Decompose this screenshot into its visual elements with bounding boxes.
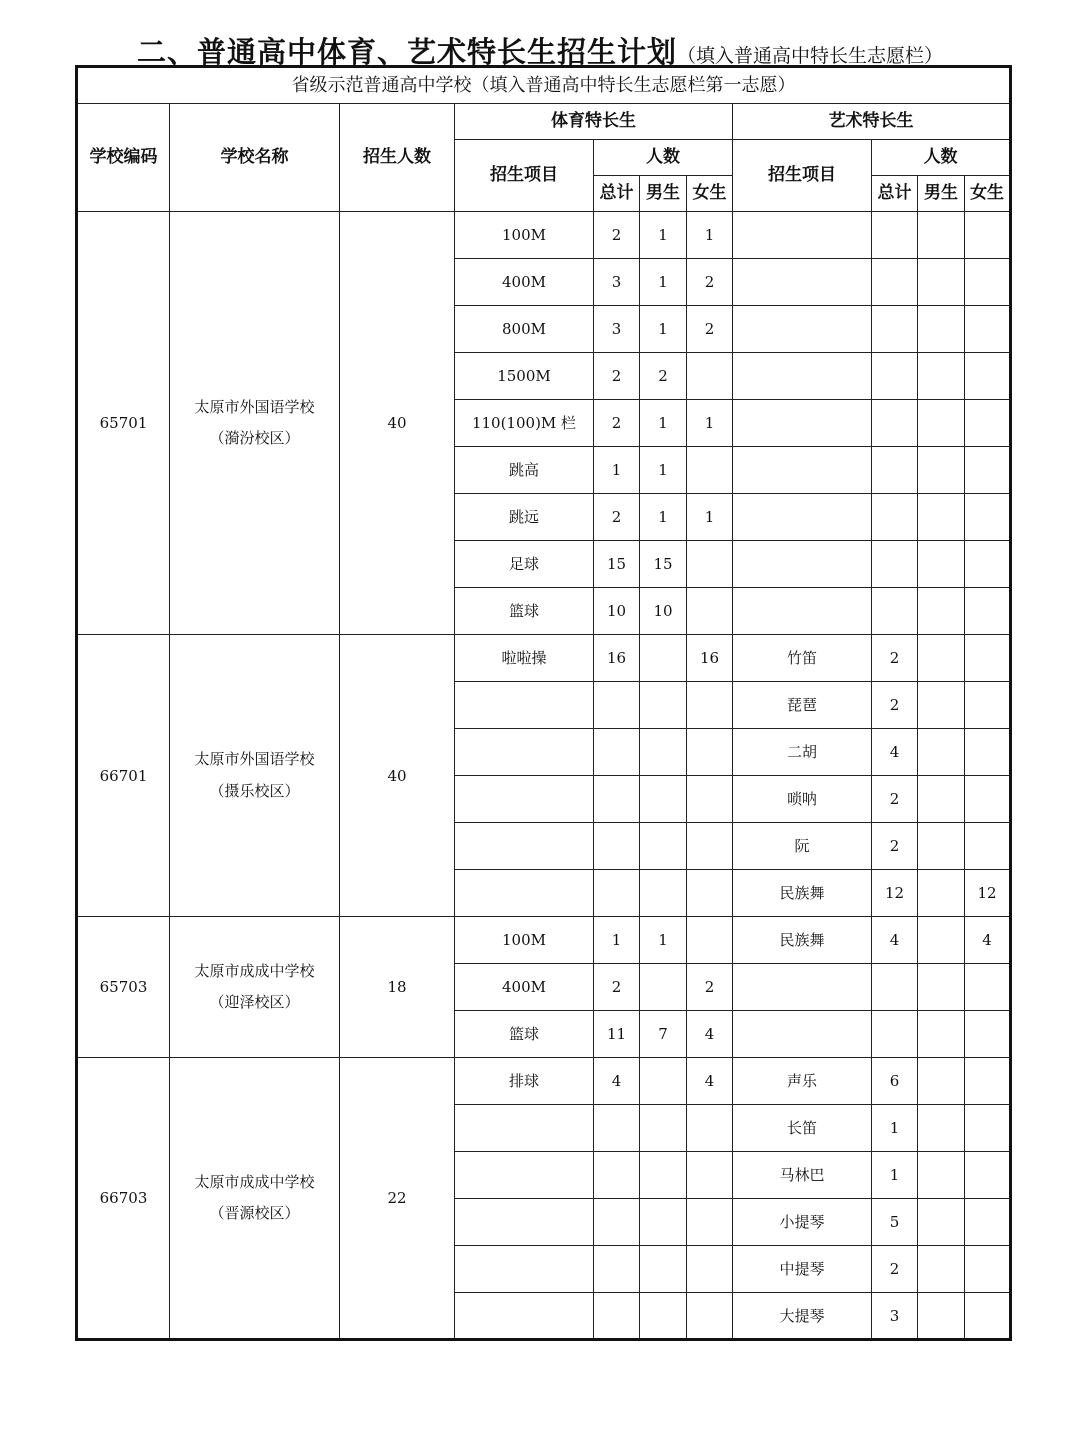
sport-male-cell	[640, 1246, 687, 1293]
sport-total-cell: 3	[594, 306, 640, 353]
sport-total-cell	[594, 1152, 640, 1199]
art-female-cell	[965, 635, 1011, 682]
art-project-cell	[733, 400, 872, 447]
sport-male-cell: 1	[640, 212, 687, 259]
art-project-cell: 唢呐	[733, 776, 872, 823]
sport-project-cell	[455, 682, 594, 729]
sport-total-cell: 15	[594, 541, 640, 588]
art-male-cell	[918, 823, 965, 870]
sport-total-cell: 2	[594, 212, 640, 259]
art-total-cell	[872, 964, 918, 1011]
art-project-cell: 大提琴	[733, 1293, 872, 1340]
sport-total-cell	[594, 1199, 640, 1246]
art-male-cell	[918, 917, 965, 964]
sport-male-cell: 2	[640, 353, 687, 400]
art-total-cell: 2	[872, 823, 918, 870]
sport-project-cell: 1500M	[455, 353, 594, 400]
header-sports-count: 人数	[594, 140, 733, 176]
school-name-cell	[170, 1058, 340, 1340]
sport-project-cell	[455, 1152, 594, 1199]
sport-project-cell	[455, 1293, 594, 1340]
header-arts-project: 招生项目	[733, 140, 872, 212]
header-sports-project: 招生项目	[455, 140, 594, 212]
sport-female-cell	[687, 588, 733, 635]
sport-total-cell: 3	[594, 259, 640, 306]
art-project-cell: 民族舞	[733, 917, 872, 964]
school-name: 太原市外国语学校	[194, 397, 315, 416]
art-female-cell: 12	[965, 870, 1011, 917]
table-banner-row	[77, 67, 1011, 104]
art-project-cell	[733, 447, 872, 494]
school-campus: （晋源校区）	[209, 1204, 300, 1222]
title-main: 二、普通高中体育、艺术特长生招生计划	[136, 35, 677, 69]
sport-female-cell	[687, 1246, 733, 1293]
art-female-cell	[965, 353, 1011, 400]
sport-total-cell	[594, 870, 640, 917]
sport-project-cell	[455, 1246, 594, 1293]
art-total-cell	[872, 353, 918, 400]
art-total-cell	[872, 212, 918, 259]
sport-project-cell: 400M	[455, 964, 594, 1011]
table-row	[77, 635, 1011, 682]
art-male-cell	[918, 1246, 965, 1293]
sport-male-cell	[640, 682, 687, 729]
sport-project-cell	[455, 729, 594, 776]
art-total-cell	[872, 259, 918, 306]
art-male-cell	[918, 588, 965, 635]
art-male-cell	[918, 1199, 965, 1246]
art-female-cell	[965, 541, 1011, 588]
table-row	[77, 212, 1011, 259]
sport-project-cell: 110(100)M 栏	[455, 400, 594, 447]
header-sports: 体育特长生	[455, 104, 733, 140]
sport-total-cell: 2	[594, 353, 640, 400]
art-female-cell	[965, 1293, 1011, 1340]
art-project-cell	[733, 964, 872, 1011]
school-campus: （迎泽校区）	[209, 993, 300, 1011]
art-project-cell	[733, 1011, 872, 1058]
table-row	[77, 1058, 1011, 1105]
sport-female-cell	[687, 353, 733, 400]
school-name: 太原市成成中学校	[194, 1172, 315, 1191]
art-project-cell: 阮	[733, 823, 872, 870]
school-quota-cell: 40	[340, 635, 455, 917]
sport-female-cell: 1	[687, 212, 733, 259]
art-female-cell	[965, 1058, 1011, 1105]
sport-female-cell	[687, 447, 733, 494]
art-male-cell	[918, 212, 965, 259]
art-female-cell	[965, 400, 1011, 447]
school-quota-cell: 40	[340, 212, 455, 635]
header-sports-total: 总计	[594, 176, 640, 212]
sport-female-cell: 2	[687, 306, 733, 353]
header-sports-male: 男生	[640, 176, 687, 212]
sport-female-cell: 1	[687, 494, 733, 541]
sport-male-cell: 1	[640, 447, 687, 494]
sport-total-cell: 2	[594, 964, 640, 1011]
school-code-cell: 65701	[77, 212, 170, 635]
art-total-cell	[872, 588, 918, 635]
art-male-cell	[918, 682, 965, 729]
school-campus: （漪汾校区）	[209, 429, 300, 447]
art-total-cell: 2	[872, 682, 918, 729]
art-total-cell	[872, 494, 918, 541]
art-female-cell	[965, 729, 1011, 776]
header-arts-female: 女生	[965, 176, 1011, 212]
art-project-cell: 二胡	[733, 729, 872, 776]
sport-male-cell	[640, 1152, 687, 1199]
sport-project-cell	[455, 1105, 594, 1152]
sport-male-cell	[640, 1199, 687, 1246]
art-male-cell	[918, 1293, 965, 1340]
header-school-name: 学校名称	[170, 104, 340, 212]
art-project-cell: 琵琶	[733, 682, 872, 729]
school-quota-cell: 22	[340, 1058, 455, 1340]
school-code-cell: 66701	[77, 635, 170, 917]
sport-male-cell	[640, 1105, 687, 1152]
sport-total-cell	[594, 1246, 640, 1293]
art-male-cell	[918, 353, 965, 400]
sport-female-cell: 16	[687, 635, 733, 682]
art-female-cell	[965, 1246, 1011, 1293]
sport-male-cell	[640, 823, 687, 870]
sport-project-cell: 啦啦操	[455, 635, 594, 682]
art-male-cell	[918, 1058, 965, 1105]
sport-project-cell: 篮球	[455, 1011, 594, 1058]
header-arts-count: 人数	[872, 140, 1011, 176]
art-project-cell: 小提琴	[733, 1199, 872, 1246]
art-total-cell: 6	[872, 1058, 918, 1105]
art-total-cell	[872, 306, 918, 353]
sport-male-cell: 1	[640, 400, 687, 447]
school-campus: （摄乐校区）	[209, 781, 300, 800]
art-female-cell	[965, 964, 1011, 1011]
sport-project-cell: 400M	[455, 259, 594, 306]
sport-project-cell: 跳远	[455, 494, 594, 541]
sport-female-cell	[687, 1152, 733, 1199]
art-female-cell: 4	[965, 917, 1011, 964]
sport-project-cell	[455, 870, 594, 917]
art-male-cell	[918, 400, 965, 447]
school-quota-cell: 18	[340, 917, 455, 1058]
sport-male-cell: 1	[640, 306, 687, 353]
art-total-cell: 2	[872, 1246, 918, 1293]
sport-female-cell	[687, 1293, 733, 1340]
sport-project-cell: 足球	[455, 541, 594, 588]
art-female-cell	[965, 1199, 1011, 1246]
sport-total-cell	[594, 682, 640, 729]
sport-project-cell: 排球	[455, 1058, 594, 1105]
art-project-cell	[733, 306, 872, 353]
sport-female-cell	[687, 870, 733, 917]
sport-female-cell	[687, 729, 733, 776]
art-female-cell	[965, 823, 1011, 870]
art-male-cell	[918, 729, 965, 776]
art-project-cell	[733, 588, 872, 635]
art-total-cell: 12	[872, 870, 918, 917]
art-total-cell: 3	[872, 1293, 918, 1340]
art-female-cell	[965, 588, 1011, 635]
school-code-cell: 66703	[77, 1058, 170, 1340]
sport-total-cell: 2	[594, 400, 640, 447]
sport-female-cell: 2	[687, 259, 733, 306]
sport-total-cell: 1	[594, 447, 640, 494]
art-male-cell	[918, 870, 965, 917]
sport-project-cell	[455, 823, 594, 870]
sport-project-cell: 100M	[455, 917, 594, 964]
art-male-cell	[918, 259, 965, 306]
sport-female-cell	[687, 541, 733, 588]
sport-male-cell: 1	[640, 917, 687, 964]
art-male-cell	[918, 1152, 965, 1199]
art-total-cell: 4	[872, 729, 918, 776]
school-name: 太原市外国语学校	[194, 750, 315, 768]
art-male-cell	[918, 635, 965, 682]
sport-female-cell: 4	[687, 1058, 733, 1105]
sport-total-cell	[594, 1293, 640, 1340]
sport-total-cell	[594, 1105, 640, 1152]
header-arts: 艺术特长生	[733, 104, 1011, 140]
art-total-cell: 1	[872, 1152, 918, 1199]
art-male-cell	[918, 1011, 965, 1058]
art-female-cell	[965, 259, 1011, 306]
sport-male-cell	[640, 635, 687, 682]
art-female-cell	[965, 776, 1011, 823]
sport-project-cell: 跳高	[455, 447, 594, 494]
sport-project-cell: 800M	[455, 306, 594, 353]
art-male-cell	[918, 447, 965, 494]
art-project-cell: 民族舞	[733, 870, 872, 917]
art-total-cell: 1	[872, 1105, 918, 1152]
sport-total-cell: 1	[594, 917, 640, 964]
sport-male-cell	[640, 964, 687, 1011]
art-total-cell: 2	[872, 635, 918, 682]
art-total-cell	[872, 1011, 918, 1058]
art-female-cell	[965, 1152, 1011, 1199]
art-male-cell	[918, 494, 965, 541]
art-total-cell: 5	[872, 1199, 918, 1246]
school-name-cell	[170, 917, 340, 1058]
header-row-1	[77, 104, 1011, 140]
sport-male-cell: 1	[640, 259, 687, 306]
art-project-cell: 马林巴	[733, 1152, 872, 1199]
sport-male-cell	[640, 1058, 687, 1105]
sport-project-cell	[455, 776, 594, 823]
art-total-cell	[872, 541, 918, 588]
enrollment-table	[75, 65, 1012, 1341]
sport-total-cell	[594, 823, 640, 870]
art-project-cell: 中提琴	[733, 1246, 872, 1293]
art-male-cell	[918, 964, 965, 1011]
art-total-cell: 4	[872, 917, 918, 964]
art-female-cell	[965, 1105, 1011, 1152]
header-sports-female: 女生	[687, 176, 733, 212]
sport-total-cell: 4	[594, 1058, 640, 1105]
art-total-cell	[872, 400, 918, 447]
sport-female-cell	[687, 776, 733, 823]
art-female-cell	[965, 682, 1011, 729]
art-female-cell	[965, 212, 1011, 259]
header-arts-total: 总计	[872, 176, 918, 212]
table-row	[77, 917, 1011, 964]
art-project-cell: 竹笛	[733, 635, 872, 682]
art-project-cell: 长笛	[733, 1105, 872, 1152]
sport-male-cell	[640, 729, 687, 776]
school-name-cell	[170, 635, 340, 917]
sport-female-cell	[687, 1105, 733, 1152]
art-total-cell	[872, 447, 918, 494]
art-male-cell	[918, 306, 965, 353]
art-female-cell	[965, 306, 1011, 353]
sport-total-cell	[594, 729, 640, 776]
sport-male-cell: 15	[640, 541, 687, 588]
sport-female-cell: 1	[687, 400, 733, 447]
title-note: （填入普通高中特长生志愿栏）	[677, 45, 944, 67]
sport-male-cell	[640, 776, 687, 823]
sport-female-cell	[687, 682, 733, 729]
sport-project-cell	[455, 1199, 594, 1246]
sport-total-cell	[594, 776, 640, 823]
sport-male-cell: 1	[640, 494, 687, 541]
sport-female-cell: 2	[687, 964, 733, 1011]
art-male-cell	[918, 1105, 965, 1152]
art-project-cell	[733, 541, 872, 588]
sport-female-cell	[687, 917, 733, 964]
sport-male-cell	[640, 1293, 687, 1340]
sport-total-cell: 11	[594, 1011, 640, 1058]
art-female-cell	[965, 1011, 1011, 1058]
art-project-cell	[733, 353, 872, 400]
sport-total-cell: 2	[594, 494, 640, 541]
art-project-cell: 声乐	[733, 1058, 872, 1105]
school-name: 太原市成成中学校	[194, 961, 315, 980]
art-project-cell	[733, 494, 872, 541]
art-female-cell	[965, 447, 1011, 494]
art-project-cell	[733, 259, 872, 306]
sport-total-cell: 10	[594, 588, 640, 635]
art-male-cell	[918, 541, 965, 588]
art-total-cell: 2	[872, 776, 918, 823]
school-code-cell: 65703	[77, 917, 170, 1058]
sport-male-cell	[640, 870, 687, 917]
sport-female-cell	[687, 823, 733, 870]
sport-total-cell: 16	[594, 635, 640, 682]
table-banner: 省级示范普通高中学校（填入普通高中特长生志愿栏第一志愿）	[77, 67, 1011, 104]
sport-male-cell: 7	[640, 1011, 687, 1058]
art-female-cell	[965, 494, 1011, 541]
header-arts-male: 男生	[918, 176, 965, 212]
sport-female-cell: 4	[687, 1011, 733, 1058]
school-name-cell	[170, 212, 340, 635]
sport-project-cell: 100M	[455, 212, 594, 259]
art-project-cell	[733, 212, 872, 259]
sport-female-cell	[687, 1199, 733, 1246]
sport-male-cell: 10	[640, 588, 687, 635]
header-school-code: 学校编码	[77, 104, 170, 212]
art-male-cell	[918, 776, 965, 823]
header-quota: 招生人数	[340, 104, 455, 212]
sport-project-cell: 篮球	[455, 588, 594, 635]
